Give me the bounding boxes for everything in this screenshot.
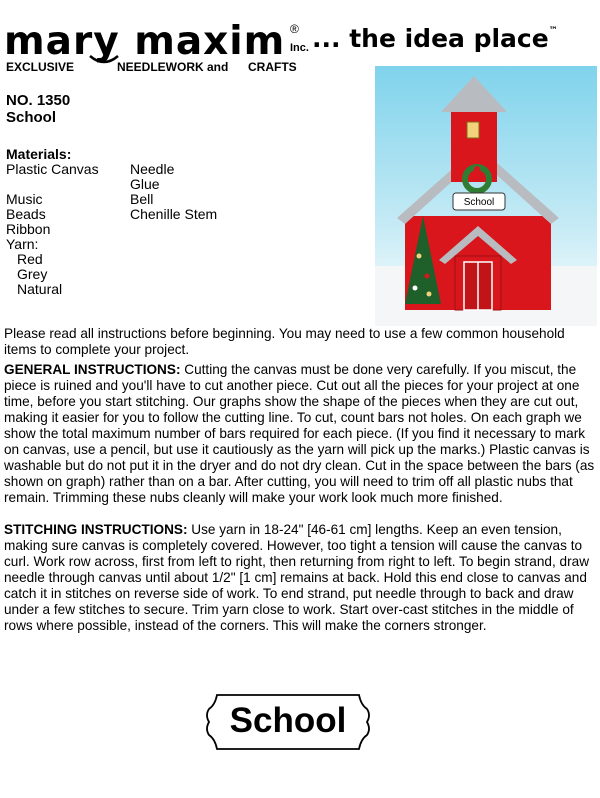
bell-icon: [467, 122, 479, 138]
registered-mark: ®: [290, 22, 299, 36]
tagline-text: ... the idea place: [312, 24, 549, 53]
stitching-body: Use yarn in 18-24" [46-61 cm] lengths. Keep an even tension, making sure canvas is completely covered. However, too tight a tension will cause the canvas to curl. Work row across, first from left to right, then returning from right to left. To begin strand, draw needle through canvas until about 1/2" [1 cm] remains at back. Hold this end close to canvas and catch it in stitches on reverse side of work. To end strand, put needle through to back and draw under a few stitches to secure. Trim yarn close to work. Start over-cast stitches in the middle of rows where possible, instead of the corners. This will make the corners stronger.: [4, 522, 590, 633]
stitching-instructions: [4, 522, 596, 634]
material-item: Music: [6, 191, 43, 207]
subtitle-exclusive: EXCLUSIVE: [6, 60, 75, 74]
swoosh-icon: [88, 54, 120, 68]
general-heading: GENERAL INSTRUCTIONS:: [4, 362, 181, 377]
material-item: Chenille Stem: [130, 206, 218, 222]
subtitle-needlework: NEEDLEWORK and: [117, 60, 229, 74]
item-name: School: [6, 109, 57, 126]
inc-label: Inc.: [290, 42, 309, 54]
material-item: Natural: [17, 281, 63, 297]
item-number: NO. 1350: [6, 92, 71, 109]
tagline: [312, 26, 558, 51]
material-item: Beads: [6, 206, 46, 222]
material-item: Plastic Canvas: [6, 161, 99, 177]
material-item: Bell: [130, 191, 154, 207]
trademark-mark: ™: [548, 26, 558, 36]
school-sign-text: School: [463, 197, 495, 208]
stitching-heading: STITCHING INSTRUCTIONS:: [4, 522, 188, 537]
material-item: Needle: [130, 161, 175, 177]
wreath-bow: [474, 166, 480, 172]
subtitle-crafts: CRAFTS: [248, 60, 297, 74]
material-item: Ribbon: [6, 221, 51, 237]
material-item: Red: [17, 251, 43, 267]
general-body: Cutting the canvas must be done very carefully. If you miscut, the piece is ruined and you'll have to cut another piece. Cut out all the pieces for your project at one time, before you start stitching. Our graphs show the shape of the pieces when they are cut out, making it easier for you to follow the cutting line. To cut, count bars not holes. On each graph we show the total maximum number of bars required for each piece. (If you find it necessary to mark on canvas, use a pencil, but use it cautiously as the yarn will pick up the marks.) Plastic canvas is washable but do not put it in the dryer and do not dry clean. Cut in the space between the bars (as shown on graph) rather than on a bar. After cutting, you will need to trim off all plastic nubs that remain. Trimming these nubs cleanly will make your work look much more finished.: [4, 362, 595, 505]
material-item: [6, 177, 99, 192]
material-item: Glue: [130, 176, 160, 192]
brand-logo: mary maxim: [4, 19, 286, 64]
bell-tower: [451, 110, 497, 182]
label-text: School: [229, 701, 347, 740]
material-item: Yarn:: [6, 236, 39, 252]
materials-col1: [6, 162, 99, 297]
school-photo: [375, 66, 597, 326]
intro-paragraph: Please read all instructions before beginning. You may need to use a few common household items to complete your project.: [4, 326, 565, 357]
materials-col2: [130, 162, 217, 222]
materials-heading: Materials:: [6, 146, 72, 162]
material-item: Grey: [17, 266, 48, 282]
general-instructions: [4, 362, 596, 506]
